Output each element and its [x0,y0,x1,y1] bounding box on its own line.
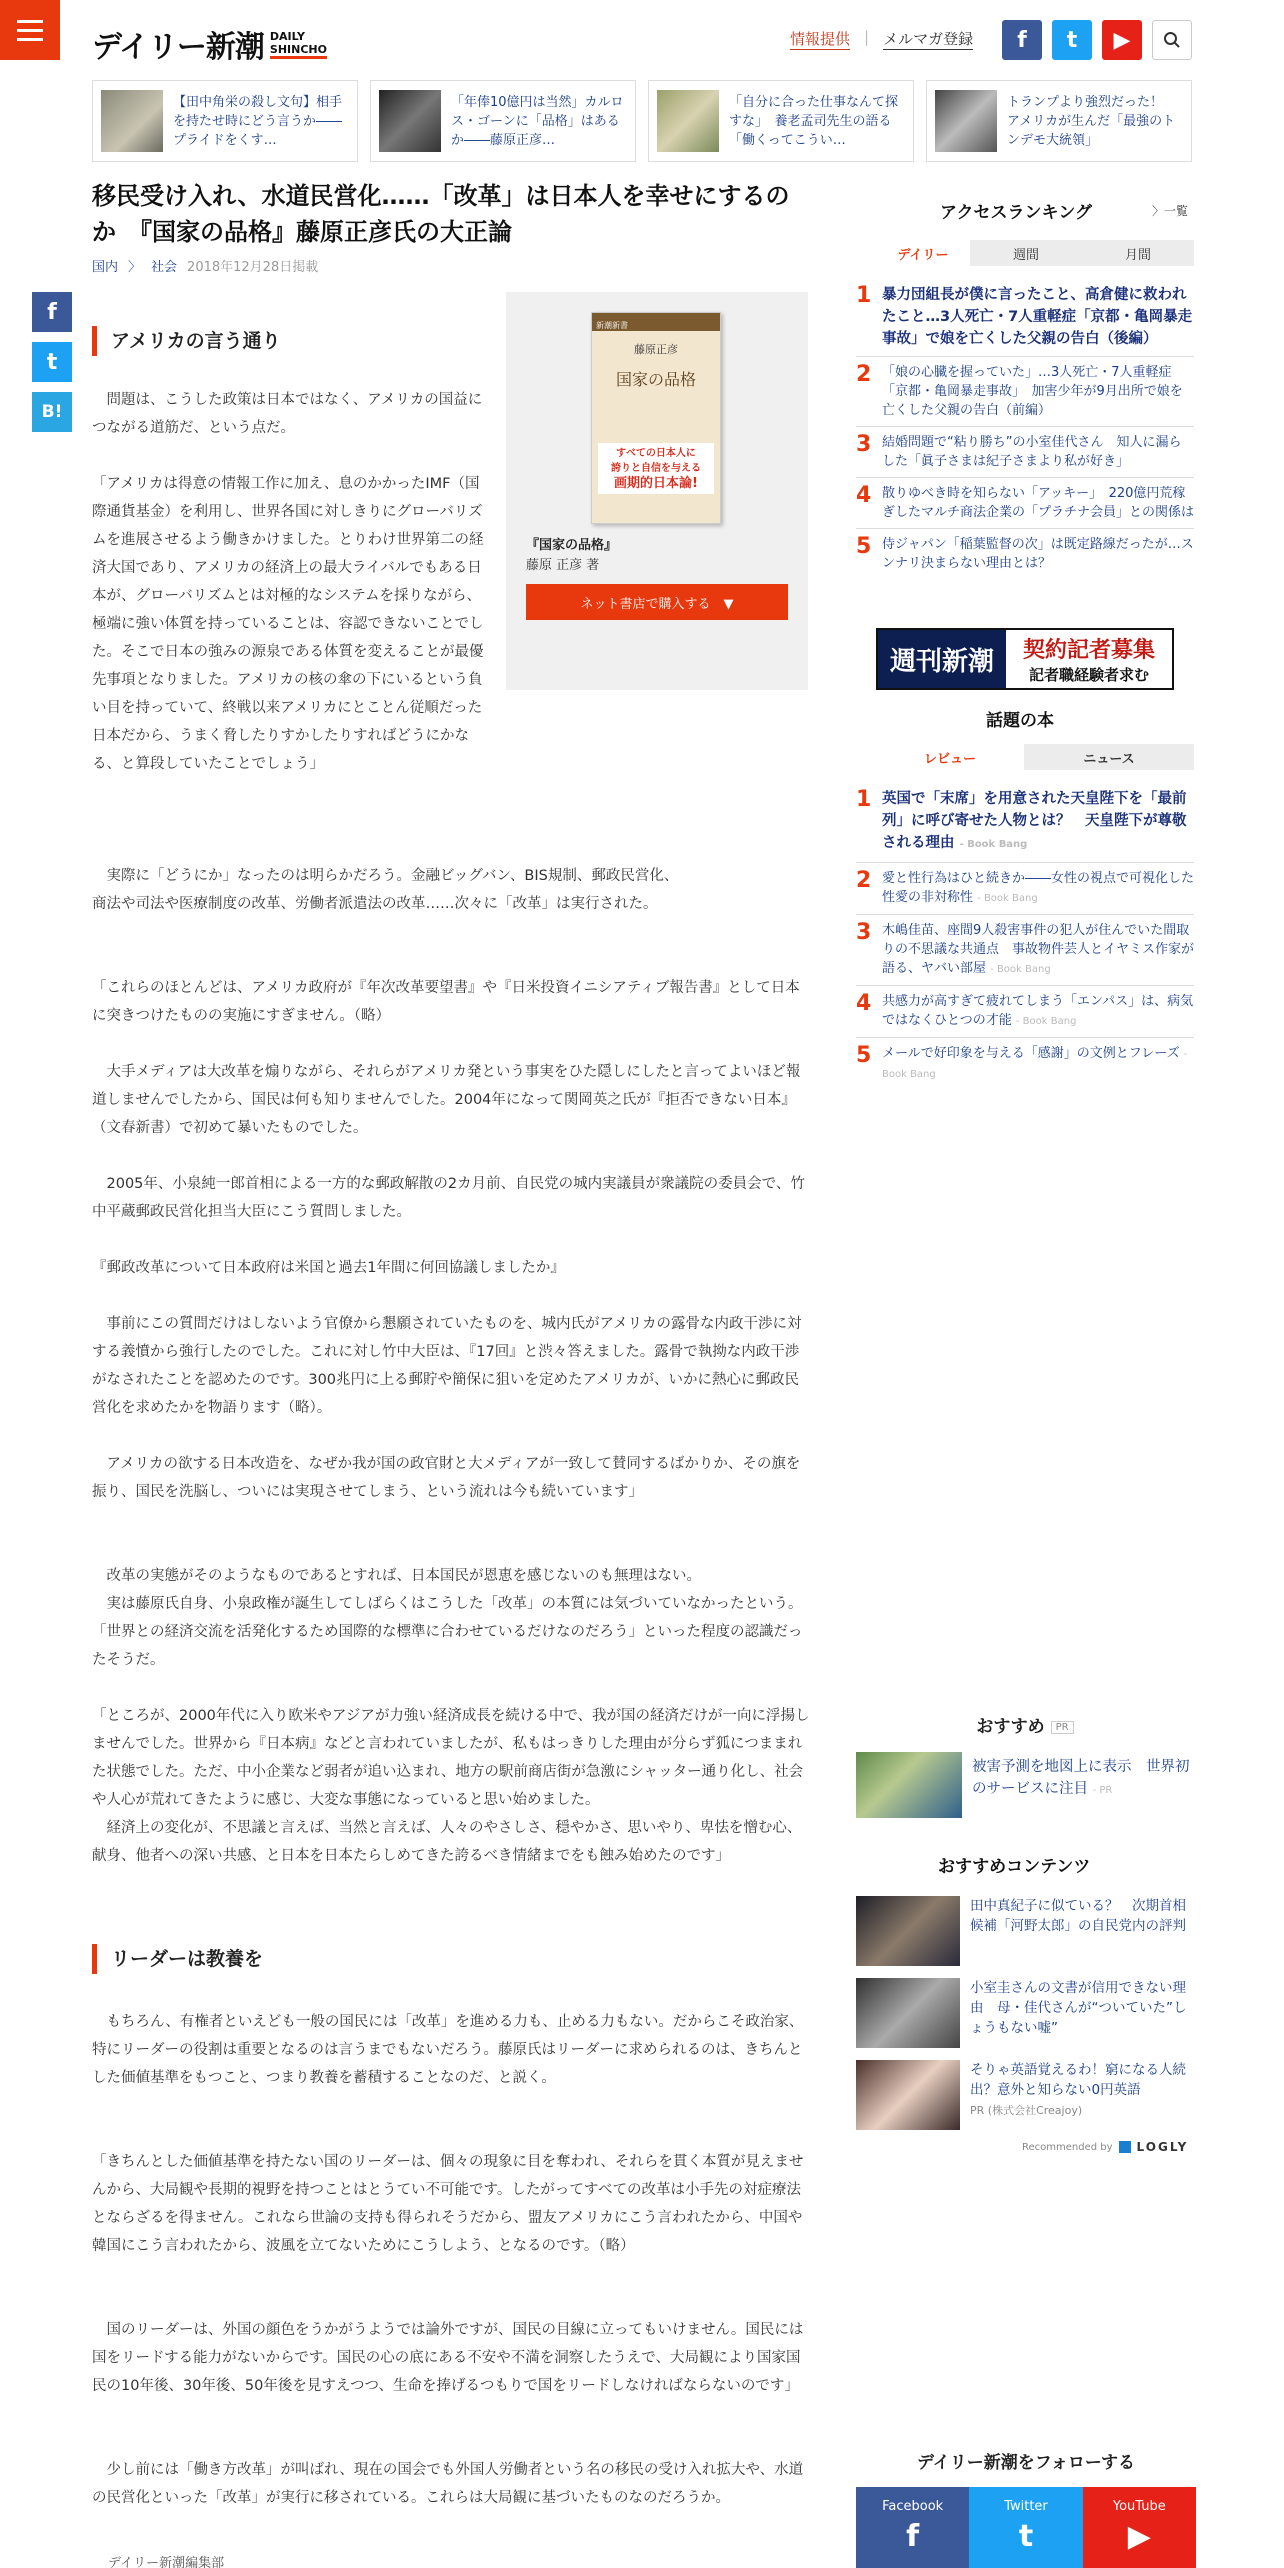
book-cover[interactable] [591,312,721,524]
related-title: 「年俸10億円は当然」カルロス・ゴーンに「品格」はあるか――藤原正彦… [451,94,624,148]
ranking-title: アクセスランキング [940,203,1092,223]
paragraph: アメリカの欲する日本改造を、なぜか我が国の政官財と大メディアが一致して賛同するばかりか、その旗を振り、国民を洗脳し、ついには実現させてしまう、という流れは今も続いています」 [92,1456,801,1500]
follow-youtube-label: YouTube [1112,2499,1166,2514]
ranking-item[interactable] [856,427,1194,478]
section-heading: アメリカの言う通り [92,326,484,356]
ranking-item[interactable] [856,278,1194,357]
cover-band-3: 画期的日本論! [614,476,698,491]
twitter-icon[interactable]: t [1052,20,1092,60]
book-source: - Book Bang [959,839,1028,850]
link-separator: | [864,28,870,46]
ranking-item-title: 結婚問題で“粘り勝ち”の小室佳代さん 知人に漏らした「眞子さまは紀子さまより私が好き」 [882,435,1182,469]
cover-band-1: すべての日本人に [616,448,696,459]
facebook-icon[interactable]: f [1002,20,1042,60]
recommended-title: おすすめコンテンツ [938,1857,1091,1877]
cover-band [598,443,714,494]
rank-number: 3 [856,432,872,457]
recommended-item-title: そりゃ英語覚えるわ！窮になる人続出？意外と知らない0円英語 [970,2062,1186,2098]
paragraph: 国のリーダーは、外国の顔色をうかがうようでは論外ですが、国民の目線に立ってもいけません。国民には国をリードする能力がないからです。国民の心の底にある不安や不満を洞察したうえで、大局観により国家国民の10年後、30年後、50年後を見すえつつ、生命を捧げるつもりで国をリードしなければならないのです」 [92,2322,804,2394]
osusume-header [876,1712,1174,1737]
cover-series [592,313,720,331]
book-title: 『国家の品格』 [526,538,618,553]
hamburger-bar-icon [17,20,43,23]
rank-number: 2 [856,868,872,893]
ranking-item-title: 侍ジャパン「稲葉監督の次」は既定路線だったが…スンナリ決まらない理由とは？ [882,537,1194,571]
search-icon[interactable] [1152,20,1192,60]
article-thumbnail [379,90,441,152]
crumb-society[interactable]: 社会 [151,260,178,275]
related-article[interactable] [648,80,914,162]
related-title: 「自分に合った仕事なんて探すな」 養老孟司先生の語る「働くってこうい… [729,94,899,148]
logly-label: LOGLY [1136,2140,1189,2154]
related-strip [92,80,1192,162]
article-thumbnail [101,90,163,152]
info-link[interactable]: 情報提供 [790,30,851,48]
follow-facebook-button[interactable] [856,2487,969,2568]
book-item[interactable] [856,1038,1194,1090]
paragraph: 改革の実態がそのようなものであるとすれば、日本国民が恩恵を感じないのも無理はない。 実は藤原氏自身、小泉政権が誕生してしばらくはこうした「改革」の本質には気づいていなかったという。「世界との経済交流を活発化するため国際的な標準に合わせているだけなのだろう」といった程度の認識だったそうだ。 [92,1568,803,1668]
mailmag-link[interactable]: メルマガ登録 [883,30,974,48]
cover-title: 国家の品格 [615,370,696,389]
paragraph: 「これらのほとんどは、アメリカ政府が『年次改革要望書』や『日米投資イニシアティブ報告書』として日本に突きつけたものの実施にすぎません。（略） [92,980,800,1024]
ad-item[interactable] [856,1752,1194,1818]
ranking-list [856,278,1194,579]
books-list [856,782,1194,1090]
cover-author: 藤原正彦 [634,343,678,356]
paragraph: 実際に「どうにか」なったのは明らかだろう。金融ビッグバン、BIS規制、郵政民営化、商法や司法や医療制度の改革、労働者派遣法の改革……次々に「改革」は実行された。 [92,868,679,912]
related-title: トランプより強烈だった！ アメリカが生んだ「最強のトンデモ大統領」 [1007,94,1177,148]
breadcrumb [92,256,318,275]
logly-credit[interactable] [1022,2140,1188,2154]
rank-number: 5 [856,1043,872,1068]
paragraph: 「アメリカは得意の情報工作に加え、息のかかったIMF（国際通貨基金）を利用し、世界各国に対しきりにグローバリズムを進展させるよう働きかけました。とりわけ世界第二の経済大国であり、アメリカの経済上の最大ライバルでもある日本が、グローバリズムとは対極的なシステムを採りながら、極端に強い体質を持っていることは、容認できないことでした。そこで日本の強みの源泉である体質を変えることが最優先事項となりました。アメリカの核の傘の下にいるという負い目を持っていて、終戦以来アメリカにとことん従順だった日本だから、うまく脅したりすかしたりすればどうにかなる、と算段していたことでしょう」 [92,476,484,772]
logo-en-shincho: SHINCHO [269,42,327,56]
header-social [1002,20,1192,60]
ranking-item[interactable] [856,357,1194,427]
follow-youtube-button[interactable] [1083,2487,1196,2568]
recommended-image [856,1896,960,1966]
rank-number: 1 [856,283,872,308]
logly-icon [1119,2141,1131,2153]
recommended-by: Recommended by [1022,2141,1113,2153]
tab-monthly[interactable]: 月間 [1082,240,1194,266]
book-item-title: 木嶋佳苗、座間9人殺害事件の犯人が住んでいた間取りの不思議な共通点 事故物件芸人とイヤミス作家が語る、ヤバい部屋 [882,923,1195,976]
paragraph: 「きちんとした価値基準を持たない国のリーダーは、個々の現象に目を奪われ、それらを貫く本質が見えませんから、大局観や長期的視野を持つことはとうてい不可能です。したがってすべての改革は小手先の対症療法とならざるを得ません。これなら世論の支持も得られそうだから、盟友アメリカにこう言われたから、中国や韓国にこう言われたから、波風を立てないためにこうしよう、となるのです。（略） [92,2154,804,2254]
recruit-banner[interactable] [876,628,1174,690]
recommended-item[interactable] [856,1896,1194,1966]
book-source: - Book Bang [1015,1016,1077,1027]
recommended-image [856,1978,960,2048]
paragraph: 2005年、小泉純一郎首相による一方的な郵政解散の2カ月前、自民党の城内実議員が衆議院の委員会で、竹中平蔵郵政民営化担当大臣にこう質問しました。 [92,1176,805,1220]
paragraph: 『郵政改革について日本政府は米国と過去1年間に何回協議しましたか』 [92,1260,565,1276]
top-links [790,28,973,50]
logo-en-daily: DAILY [269,29,305,43]
books-tabs [876,744,1194,770]
book-item-title: 愛と性行為はひと続きか――女性の視点で可視化した性愛の非対称性 [882,871,1195,905]
ad-pr: - PR [1092,1785,1113,1796]
hatena-bookmark-icon[interactable]: B! [32,392,72,432]
banner-text [1006,630,1172,688]
rank-number: 4 [856,991,872,1016]
pr-badge: PR [1051,1721,1074,1734]
ad-image [856,1752,962,1818]
book-item[interactable] [856,782,1194,863]
hamburger-bar-icon [17,38,43,41]
facebook-icon: f [906,2519,920,2554]
banner-subline: 記者職経験者求む [1028,666,1149,684]
rank-number: 2 [856,362,872,387]
ranking-item[interactable] [856,478,1194,529]
article-title: 移民受け入れ、水道民営化……「改革」は日本人を幸せにするのか 『国家の品格』藤原正彦氏の大正論 [92,182,790,246]
book-item-title: メールで好印象を与える「感謝」の文例とフレーズ [882,1046,1180,1061]
youtube-icon: ▶ [1127,2519,1151,2554]
recommended-item-title: 小室圭さんの文書が信用できない理由 母・佳代さんが“ついていた”しょうもない嘘” [970,1980,1187,2036]
tab-review[interactable]: レビュー [876,744,1024,770]
hamburger-bar-icon [17,29,43,32]
facebook-share-icon[interactable]: f [32,292,72,332]
follow-twitter-label: Twitter [1004,2499,1048,2514]
paragraph: 少し前には「働き方改革」が叫ばれ、現在の国会でも外国人労働者という名の移民の受け入れ拡大や、水道の民営化といった「改革」が実行に移されている。これらは大局観に基づいたものなのだろうか。 [92,2462,804,2506]
crumb-separator: 〉 [128,260,142,275]
book-source: - Book Bang [990,964,1051,975]
ranking-item-title: 「娘の心臓を握っていた」…3人死亡・7人重軽症「京都・亀岡暴走事故」 加害少年が9月出所で娘を亡くした父親の告白（前編） [882,365,1183,418]
byline: デイリー新潮編集部 [108,2556,225,2568]
book-item[interactable] [856,915,1194,986]
osusume-title: おすすめ [976,1717,1045,1737]
crumb-domestic[interactable]: 国内 [92,260,119,275]
banner-headline: 契約記者募集 [1022,637,1155,663]
paragraph: 「ところが、2000年代に入り欧米やアジアが力強い経済成長を続ける中で、我が国の経済だけが一向に浮揚しませんでした。世界から『日本病』などと言われていましたが、私もはっきりした理由が分らず狐につままれた状態でした。ただ、中小企業など弱者が追い込まれ、地方の駅前商店街が急激にシャッター通り化し、社会や人心が荒れてきたように感じ、大変な事態になっていると思い始めました。 経済上の変化が、不思議と言えば、当然と言えば、人々のやさしさ、穏やかさ、思いやり、卑怯を憎む心、献身、他者への深い共感、と日本を日本たらしめてきた誇るべき情緒までをも蝕み始めたのです」 [92,1708,810,1864]
recommended-image [856,2060,960,2130]
article-thumbnail [657,90,719,152]
ranking-item[interactable] [856,529,1194,579]
related-article[interactable] [370,80,636,162]
ad-title: 被害予測を地図上に表示 世界初のサービスに注目 [972,1759,1190,1797]
ranking-item-title: 散りゆべき時を知らない「アッキー」 220億円荒稼ぎしたマルチ商法企業の「プラチナ会員」との関係は [882,486,1195,520]
recommended-item-title: 田中真紀子に似ている？ 次期首相候補「河野太郎」の自民党内の評判 [970,1898,1186,1934]
book-item[interactable] [856,986,1194,1038]
banner-magazine: 週刊新潮 [878,630,1006,688]
youtube-icon[interactable]: ▶ [1102,20,1142,60]
related-article[interactable] [92,80,358,162]
share-sidebar [32,292,72,432]
cover-band-2: 誇りと自信を与える [611,463,701,474]
ranking-tabs [876,240,1194,266]
follow-twitter-button[interactable] [969,2487,1082,2568]
buy-book-button[interactable]: ネット書店で購入する ▼ [526,584,788,620]
site-logo[interactable] [92,22,327,66]
paragraph: 大手メディアは大改革を煽りながら、それらがアメリカ発という事実をひた隠しにしたと言ってよいほど報道しませんでしたから、国民は何も知りませんでした。2004年になって関岡英之氏が『拒否できない日本』（文春新書）で初めて暴いたものでした。 [92,1064,801,1136]
book-source: - Book Bang [882,1049,1188,1080]
follow-facebook-label: Facebook [882,2499,944,2514]
section-heading: リーダーは教養を [92,1944,812,1974]
books-title: 話題の本 [986,711,1054,731]
cover-series-label: 新潮新書 [596,321,628,330]
book-item-title: 英国で「末席」を用意された天皇陛下を「最前列」に呼び寄せた人物とは？ 天皇陛下が尊敬される理由 [882,791,1187,851]
rank-number: 1 [856,787,872,812]
logo-jp: デイリー新潮 [92,30,264,65]
book-author: 藤原 正彦 著 [526,558,600,573]
tab-weekly[interactable]: 週間 [970,240,1082,266]
twitter-share-icon[interactable]: t [32,342,72,382]
book-box [506,292,808,690]
book-item-title: 共感力が高すぎて疲れてしまう「エンパス」は、病気ではなくひとつの才能 [882,994,1194,1028]
related-title: 【田中角栄の殺し文句】相手を持たせ時にどう言うか――プライドをくす… [173,94,343,148]
ranking-item-title: 暴力団組長が僕に言ったこと、高倉健に救われたこと…3人死亡・7人重軽症「京都・亀岡暴走事故」で娘を亡くした父親の告白（後編） [882,287,1193,347]
book-source: - Book Bang [977,893,1038,904]
paragraph: 事前にこの質問だけはしないよう官僚から懇願されていたものを、城内氏がアメリカの露骨な内政干渉に対する義憤から強行したのでした。これに対し竹中大臣は、『17回』と渋々答えました。露骨で執拗な内政干渉がなされたことを認めたのです。300兆円に上る郵貯や簡保に狙いを定めたアメリカが、いかに熱心に郵政民営化を求めたかを物語ります（略）。 [92,1316,802,1416]
book-item[interactable] [856,863,1194,915]
publish-date: 2018年12月28日掲載 [187,260,319,275]
rank-number: 5 [856,534,872,559]
recommended-item[interactable] [856,2060,1194,2130]
logo-en [270,30,327,59]
paragraph: もちろん、有権者といえども一般の国民には「改革」を進める力も、止める力もない。だからこそ政治家、特にリーダーの役割は重要となるのは言うまでもないだろう。藤原氏はリーダーに求められるのは、きちんとした価値基準をもつこと、つまり教養を蓄積することなのだ、と説く。 [92,2014,804,2086]
recommended-pr: PR (株式会社Creajoy) [970,2104,1083,2117]
ranking-more-link[interactable]: 〉一覧 [1152,204,1189,218]
rank-number: 4 [856,483,872,508]
menu-button[interactable] [0,0,60,60]
tab-news[interactable]: ニュース [1024,744,1194,770]
article-thumbnail [935,90,997,152]
rank-number: 3 [856,920,872,945]
recommended-item[interactable] [856,1978,1194,2048]
paragraph: 問題は、こうした政策は日本ではなく、アメリカの国益につながる道筋だ、という点だ。 [92,392,483,436]
related-article[interactable] [926,80,1192,162]
twitter-icon: t [1018,2519,1034,2554]
follow-title: デイリー新潮をフォローする [916,2453,1136,2473]
follow-buttons [856,2487,1196,2568]
tab-daily[interactable]: デイリー [876,240,970,266]
